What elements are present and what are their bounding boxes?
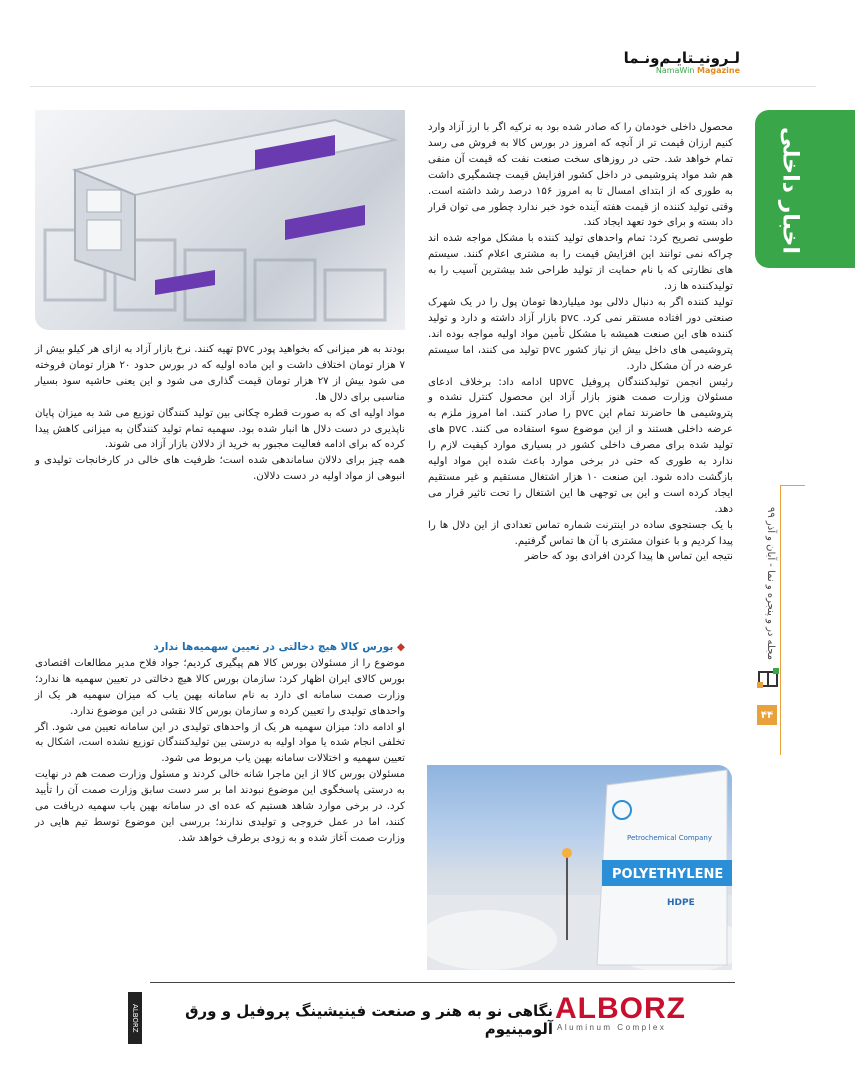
subheading-text: بورس کالا هیچ دخالتی در تعیین سهمیه‌ها ندارد: [153, 641, 394, 653]
paragraph: مسئولان بورس کالا از این ماجرا شانه خالی کردند و مسئول وزارت صمت هم در نهایت به درستی پاسخگوی این موضوع نبودند اما بر سر دست سابق وزارت صمت آن را تأیید کرد. در برخی موارد شاهد هستیم که عده ای در سامانه بهین یاب سهمیه دریافت می کنند، اما در عمل خروجی و تولیدی ندارند؛ بررسی این موضوع توسط تیم هایی در وزارت صمت آغاز شده و به زودی برطرف خواهد شد.: [35, 769, 405, 844]
polyethylene-bags-photo: [427, 765, 732, 970]
magazine-logo: [623, 49, 740, 80]
paragraph: نتیجه این تماس ها پیدا کردن افرادی بود که حاضر: [524, 551, 733, 563]
paragraph: مواد اولیه ای که به صورت قطره چکانی بین تولید کنندگان توزیع می شد به میزان پایان ناپذیری در دست دلال ها انبار شده بود. سهمیه تمام تولید کنندگان به میزانی کاهش پیدا کرده که برای ادامه فعالیت مجبور به خرید از دلالان بازار آزاد می شوند.: [35, 407, 405, 451]
article-column-left-top: [35, 342, 405, 485]
bag-company-text: Petrochemical Company: [627, 834, 712, 842]
section-subheading: [35, 640, 405, 656]
brand-text: ALBORZ: [555, 992, 686, 1025]
paragraph: همه چیز برای دلالان ساماندهی شده است؛ ظرفیت های خالی در کارخانجات تولیدی و انبوهی از مواد اولیه در دست دلالان.: [35, 455, 405, 483]
bag-label-text: POLYETHYLENE: [612, 867, 724, 882]
paragraph: موضوع را از مسئولان بورس کالا هم پیگیری کردیم؛ جواد فلاح مدیر مطالعات اقتصادی بورس کالای ایران اظهار کرد: سازمان بورس کالا هیچ دخالتی در تعیین سهمیه ها ندارد؛ وزارت صمت سامانه ای دارد به نام سامانه بهین یاب که میزان سهمیه هر یک از واحدهای تولیدی را تعیین کرده و سازمان بورس کالا نقشی در این موضوع ندارد.: [35, 657, 405, 717]
article-column-right: [428, 120, 733, 565]
paragraph: رئیس انجمن تولیدکنندگان پروفیل upvc ادامه داد: برخلاف ادعای مسئولان وزارت صمت هنوز بازار آزاد این محصول کنترل نشده و پتروشیمی ها حاضرند تمام این pvc را صادر کنند. اما امروز ملزم به عرضه داخلی هستند و از این موضوع سوء استفاده می کنند. pvc های تولید شده برای مصرف داخلی کشور در بسیاری موارد کیفیت لازم را ندارد به طوری که حتی در برخی موارد باعث شده این مواد اولیه بازگشت داده شود. این صنعت ۱۰ هزار اشتغال مستقیم و غیر مستقیم ایجاد کرده است و این بی توجهی ها این اشتغال را تحت تاثیر قرار می دهد.: [428, 376, 733, 515]
footer-tagline: نگاهی نو به هنر و صنعت فینیشینگ پروفیل و ورق آلومینیوم: [185, 1002, 553, 1038]
window-icon: [757, 668, 779, 690]
brand-subtext: Aluminum Complex: [557, 1023, 667, 1032]
paragraph: او ادامه داد: میزان سهمیه هر یک از واحدهای تولیدی در این سامانه تعیین می شود. اگر تخلفی انجام شده یا مواد اولیه به درستی بین تولیدکنندگان توزیع نشده است، اشکال به تعیین سهمیه و اختلالات سامانه بهین یاب مربوط می شود.: [35, 721, 405, 765]
logo-title: لـرونیـتایـم‌و‌نـما: [623, 49, 740, 67]
bag-sub-text: HDPE: [667, 898, 695, 908]
side-rule-top: [780, 485, 805, 486]
side-rule: [780, 485, 781, 755]
logo-sub-suffix: Magazine: [696, 66, 740, 75]
footer-divider: [150, 982, 735, 983]
logo-subtitle: [640, 66, 740, 76]
diamond-bullet-icon: ◆: [396, 641, 405, 653]
article-column-left-bottom: [35, 640, 405, 847]
paragraph: با یک جستجوی ساده در اینترنت شماره تماس تعدادی از این دلال ها را پیدا کردیم و با عنوان مشتری با آن ها تماس گرفتیم.: [428, 519, 733, 547]
footer-vertical-brand: ALBORZ: [128, 992, 142, 1044]
header-divider: [30, 86, 816, 87]
paragraph: تولید کننده اگر به دنبال دلالی بود میلیاردها تومان پول را در یک شهرک صنعتی دور افتاده مستقر نمی کرد. pvc بازار آزاد داشته و دارد و تولید کننده های این صنعت همیشه با مشکل تأمین مواد اولیه مواجه بوده اند. پتروشیمی های داخل بیش از نیاز کشور pvc تولید می کنند، اما سیستم عرضه در آن مشکل دارد.: [428, 296, 734, 372]
pvc-profile-photo: [35, 110, 405, 330]
section-tab-label: اخبار داخلی: [777, 126, 803, 254]
page-number: ۴۴: [757, 705, 777, 725]
paragraph: بودند به هر میزانی که بخواهید پودر pvc تهیه کنند. نرخ بازار آزاد به ازای هر کیلو بیش از ۷ هزار تومان اختلاف داشت و این ماده اولیه که در بورس حدود ۲۰ هزار تومان فروخته می شود بیش از ۲۷ هزار تومان قیمت گذاری می شود و این یعنی حاشیه سود بسیار مناسبی برای دلال ها.: [35, 344, 405, 403]
logo-sub-prefix: NamaWin: [655, 66, 695, 75]
issue-label: مجله در و پنجره و نما - آبان و آذر ۹۹: [765, 506, 776, 660]
paragraph: محصول داخلی خودمان را که صادر شده بود به ترکیه اگر با ارز آزاد وارد کنیم ارزان قیمت تر از آنچه که امروز در بورس کالا به فروش می رسد تمام خواهد شد. حتی در روزهای سخت صنعت نفت که قیمت آن منفی هم شد مواد پتروشیمی در داخل کشور افزایش قیمت چشمگیری داشت به طوری که از ابتدای امسال تا به امروز ۱۵۶ درصد رشد داشته است. وقتی تولید کننده از قیمت هفته آینده خود خبر ندارد چطور می توان قرار داد بسته و برای خود تعهد ایجاد کند.: [428, 122, 733, 229]
paragraph: طوسی تصریح کرد: تمام واحدهای تولید کننده با مشکل مواجه شده اند چراکه نمی توانند این افزایش قیمت را به مشتری اعلام کنند. سیستم های نظارتی که با نام حمایت از تولید طراحی شد بیشترین آسیب را به تولیدکننده ها زد.: [428, 233, 733, 293]
alborz-logo: [553, 992, 733, 1032]
